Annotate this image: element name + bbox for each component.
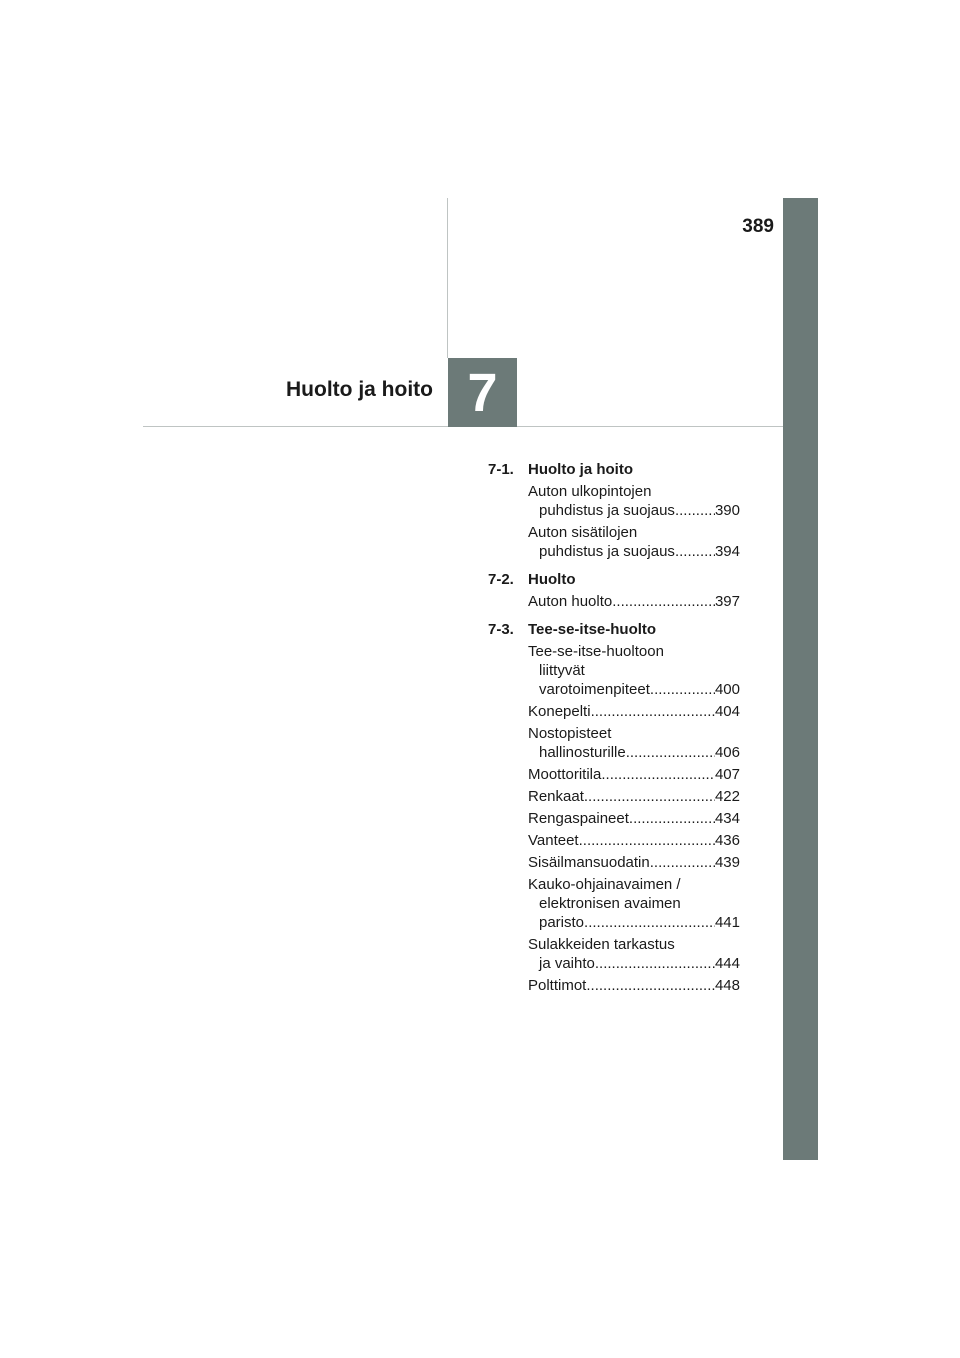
toc-entry-page: 422	[714, 788, 740, 805]
toc-entry-page: 390	[714, 502, 740, 519]
toc-entry[interactable]	[528, 935, 740, 973]
toc-entry-text: Polttimot	[528, 977, 587, 994]
toc-entry-text: Auton huolto	[528, 593, 613, 610]
toc-section-title: Huolto	[528, 571, 576, 588]
dot-leader	[612, 592, 715, 611]
chapter-number-box: 7	[448, 358, 517, 427]
dot-leader	[591, 702, 715, 721]
toc-entry[interactable]	[528, 642, 740, 699]
toc-entry[interactable]	[528, 831, 740, 850]
toc-entry[interactable]	[528, 724, 740, 762]
dot-leader	[586, 976, 715, 995]
toc-entry-text: liittyvät	[539, 662, 585, 679]
toc-entry-text: Auton ulkopintojen	[528, 483, 652, 500]
toc-section-number: 7-2.	[488, 571, 514, 588]
toc-section-title: Tee-se-itse-huolto	[528, 621, 657, 638]
toc-entry-page: 407	[714, 766, 740, 783]
dot-leader	[595, 954, 715, 973]
dot-leader	[629, 809, 715, 828]
vertical-rule	[447, 198, 448, 358]
toc-section-heading[interactable]	[488, 620, 740, 639]
toc-entry[interactable]	[528, 853, 740, 872]
toc-entry-page: 444	[714, 955, 740, 972]
toc-entry-page: 448	[714, 977, 740, 994]
toc-entry-text: Vanteet	[528, 832, 579, 849]
toc-entry-page: 439	[714, 854, 740, 871]
toc-entry[interactable]	[528, 875, 740, 932]
toc-entry-page: 406	[714, 744, 740, 761]
dot-leader	[650, 853, 715, 872]
dot-leader	[675, 542, 715, 561]
toc-entry-page: 436	[714, 832, 740, 849]
toc-entry[interactable]	[528, 592, 740, 611]
toc-entry-text: Kauko-ohjainavaimen /	[528, 876, 681, 893]
toc-entry-text: Auton sisätilojen	[528, 524, 638, 541]
toc-entry-text: puhdistus ja suojaus	[539, 543, 675, 560]
dot-leader	[601, 765, 715, 784]
toc-entry[interactable]	[528, 523, 740, 561]
dot-leader	[584, 913, 715, 932]
dot-leader	[650, 680, 715, 699]
toc-entry-page: 397	[714, 593, 740, 610]
toc-entry[interactable]	[528, 702, 740, 721]
toc-entry-page: 404	[714, 703, 740, 720]
toc-entry-text: puhdistus ja suojaus	[539, 502, 675, 519]
toc-entry-text: Nostopisteet	[528, 725, 612, 742]
chapter-side-tab	[783, 198, 818, 1160]
toc-entry-text: varotoimenpiteet	[539, 681, 650, 698]
toc-section-number: 7-3.	[488, 621, 514, 638]
toc-section-heading[interactable]	[488, 460, 740, 479]
toc-entry-text: elektronisen avaimen	[539, 895, 681, 912]
dot-leader	[579, 831, 715, 850]
chapter-title: Huolto ja hoito	[286, 378, 433, 401]
toc-entry-page: 400	[714, 681, 740, 698]
toc-entry[interactable]	[528, 787, 740, 806]
toc-entry-page: 434	[714, 810, 740, 827]
toc-entry-text: ja vaihto	[539, 955, 595, 972]
dot-leader	[626, 743, 715, 762]
table-of-contents	[488, 460, 740, 995]
toc-entry-text: paristo	[539, 914, 585, 931]
toc-entry[interactable]	[528, 482, 740, 520]
toc-entry-text: Tee-se-itse-huoltoon	[528, 643, 664, 660]
toc-section-heading[interactable]	[488, 570, 740, 589]
toc-entry[interactable]	[528, 765, 740, 784]
toc-entry[interactable]	[528, 976, 740, 995]
toc-entry-text: Moottoritila	[528, 766, 602, 783]
toc-entry-text: Sisäilmansuodatin	[528, 854, 650, 871]
toc-entry-text: Renkaat	[528, 788, 584, 805]
toc-entry-text: hallinosturille	[539, 744, 626, 761]
toc-section-number: 7-1.	[488, 461, 514, 478]
toc-entry[interactable]	[528, 809, 740, 828]
toc-entry-text: Sulakkeiden tarkastus	[528, 936, 675, 953]
toc-section-title: Huolto ja hoito	[528, 461, 633, 478]
dot-leader	[584, 787, 715, 806]
page-number: 389	[742, 216, 774, 237]
dot-leader	[675, 501, 715, 520]
toc-entry-text: Rengaspaineet	[528, 810, 629, 827]
toc-entry-page: 394	[714, 543, 740, 560]
toc-entry-page: 441	[714, 914, 740, 931]
toc-entry-text: Konepelti	[528, 703, 591, 720]
